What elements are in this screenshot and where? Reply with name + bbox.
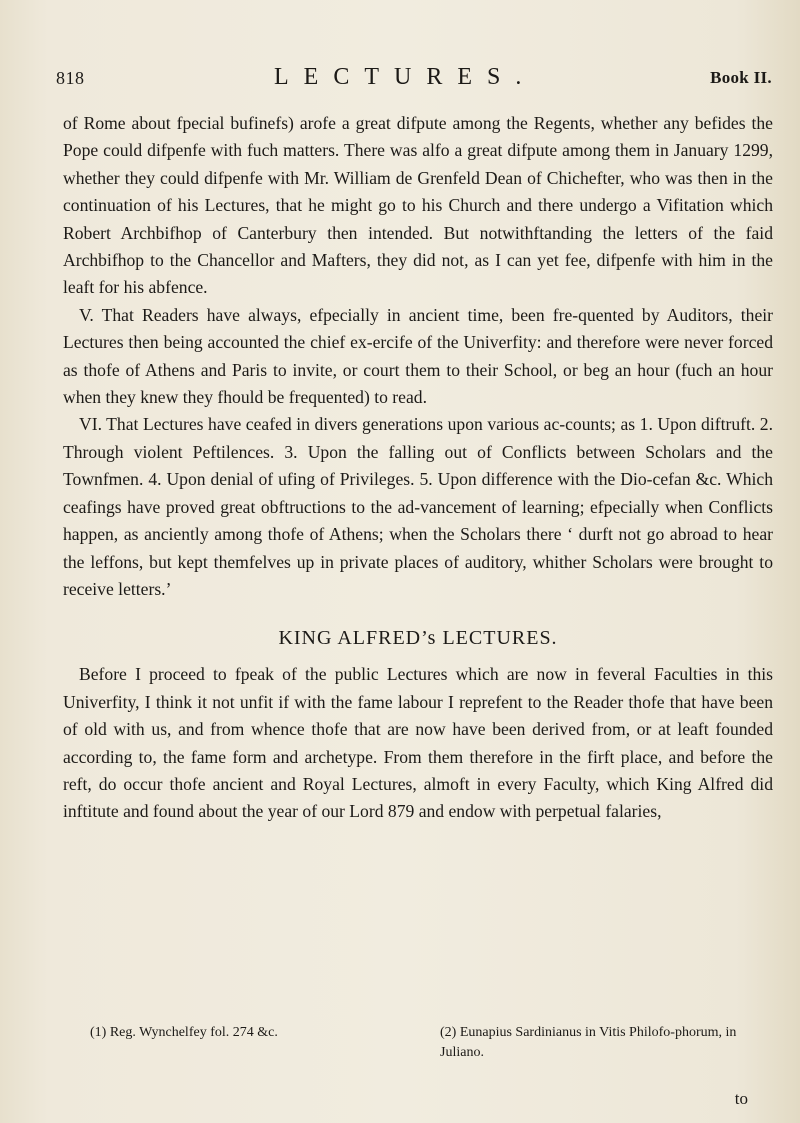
- paragraph-point-vi: VI. That Lectures have ceafed in divers generations upon various ac-counts; as 1. Upon diftruft. 2. Through violent Peftilences. 3. Upon the falling out of Conflicts between Scholars and the Townfmen. 4. Upon denial of ufing of Privileges. 5. Upon difference with the Dio-cefan &c. Which ceafings have proved great obftructions to the ad-vancement of learning; efpecially when Conflicts happen, as anciently among thofe of Athens; when the Scholars there ‘ durft not go abroad to hear the leffons, but kept themfelves up in private places of auditory, whither Scholars were brought to receive letters.’: [63, 414, 773, 599]
- paragraph-point-v: V. That Readers have always, efpecially in ancient time, been fre-quented by Auditors, their Lectures then being accounted the chief ex-ercife of the Univerfity: and therefore were never forced as thofe of Athens and Paris to invite, or court them to their School, or beg an hour (fuch an hour when they knew they fhould be frequented) to read.: [63, 304, 773, 408]
- footnote-2: (2) Eunapius Sardinianus in Vitis Philofo-phorum, in Juliano.: [440, 1025, 737, 1060]
- section-heading: KING ALFRED’s LECTURES.: [278, 627, 558, 650]
- body-text: [63, 110, 773, 826]
- book-reference: Book II.: [710, 68, 772, 87]
- running-title: LECTURES.: [274, 64, 537, 90]
- page-header: [56, 64, 772, 94]
- catchword: to: [734, 1089, 748, 1108]
- paragraph-alfred-intro: Before I proceed to fpeak of the public Lectures which are now in feveral Faculties in this Univerfity, I think it not unfit if with the fame labour I reprefent to the Reader thofe that have been of old with us, and from whence thofe that are now have been derived from, or at leaft founded according to, the fame form and archetype. From them therefore in the firft place, and before the reft, do occur thofe ancient and Royal Lectures, almoft in every Faculty, which King Alfred did inftitute and found about the year of our Lord 879 and endow with perpetual falaries,: [63, 664, 773, 822]
- footnote-1: (1) Reg. Wynchelfey fol. 274 &c.: [90, 1025, 278, 1040]
- paragraph-continuation: of Rome about fpecial bufinefs) arofe a great difpute among the Regents, whether any befides the Pope could difpenfe with fuch matters. There was alfo a great difpute among them in January 1299, whether they could difpenfe with Mr. William de Grenfeld Dean of Chichefter, who was then in the continuation of his Lectures, that he might go to his Church and there undergo a Vifitation which Robert Archbifhop of Canterbury then intended. But notwithftanding the letters of the faid Archbifhop to the Chancellor and Mafters, they did not, as I can yet fee, difpenfe with him in the leaft for his abfence.: [63, 113, 773, 298]
- page-number: 818: [56, 68, 85, 88]
